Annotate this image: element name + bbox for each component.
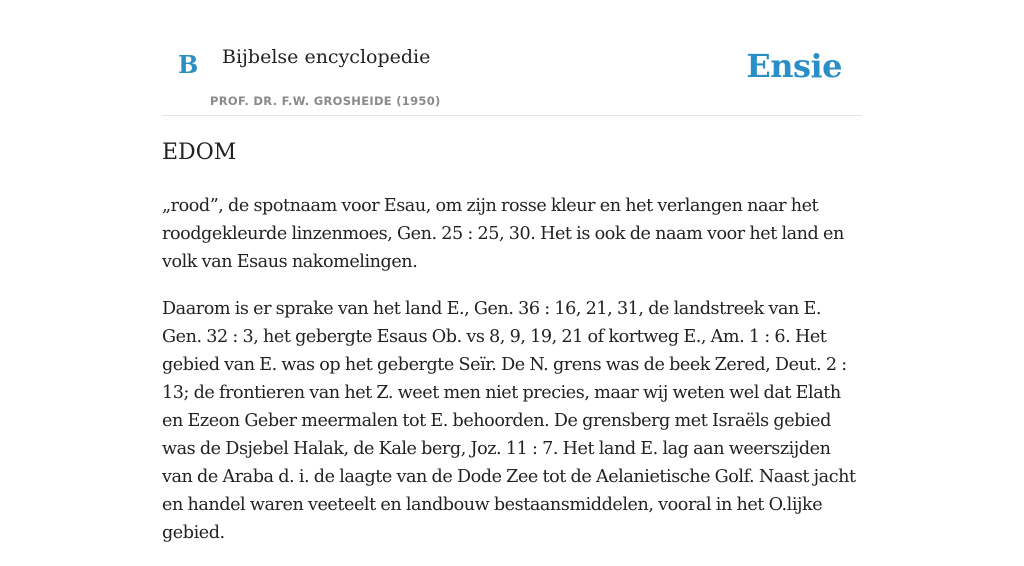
entry-paragraph: „rood”, de spotnaam voor Esau, om zijn rosse kleur en het verlangen naar het roodgekleurde linzenmoes, Gen. 25 : 25, 30. Het is ook de naam voor het land en volk van Esaus nakomelingen. xyxy=(162,196,844,272)
entry-paragraph: Daarom is er sprake van het land E., Gen. 36 : 16, 21, 31, de landstreek van E. Gen. 32 : 3, het gebergte Esaus Ob. vs 8, 9, 19, 21 of kortweg E., Am. 1 : 6. Het gebied van E. was op het gebergte Seïr. De N. grens was de beek Zered, Deut. 2 : 13; de frontieren van het Z. weet men niet precies, maar wij weten wel dat Elath en Ezeon Geber meermalen tot E. behoorden. De grensberg met Israëls gebied was de Dsjebel Halak, de Kale berg, Joz. 11 : 7. Het land E. lag aan weerszijden van de Araba d. i. de laagte van de Dode Zee tot de Aelanietische Golf. Naast jacht en handel waren veeteelt en landbouw bestaansmiddelen, vooral in het O.lijke gebied. xyxy=(162,299,856,543)
entry-body xyxy=(162,192,862,566)
book-initial-badge[interactable]: B xyxy=(178,50,199,79)
ensie-logo[interactable]: Ensie xyxy=(746,47,842,85)
book-header xyxy=(162,0,862,116)
book-title-link[interactable]: Bijbelse encyclopedie xyxy=(222,46,431,68)
entry-title: EDOM xyxy=(162,140,237,165)
book-author: PROF. DR. F.W. GROSHEIDE (1950) xyxy=(210,94,441,108)
